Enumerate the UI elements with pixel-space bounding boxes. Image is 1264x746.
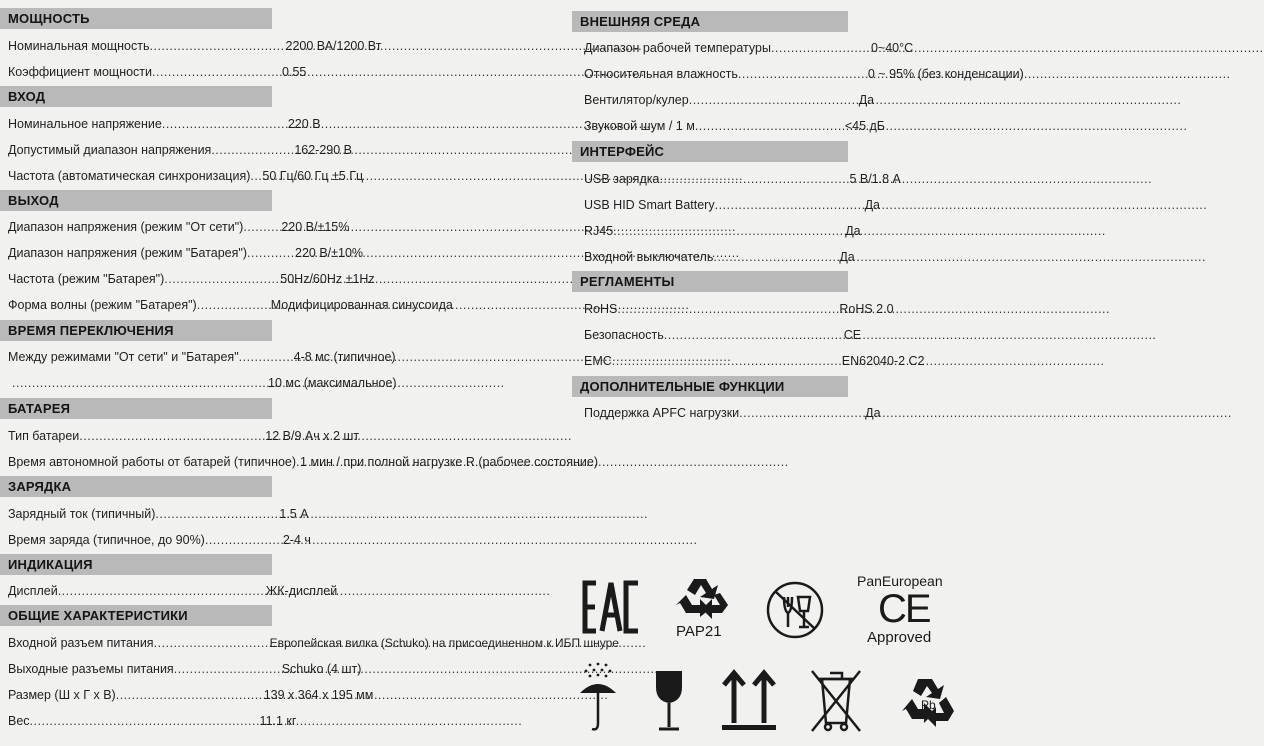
spec-row: Поддержка APFC нагрузки ..... Да: [584, 406, 881, 422]
spec-row: Зарядный ток (типичный) ..... 1.5 А: [8, 507, 309, 523]
recycle-icon: [672, 575, 734, 621]
spec-row: Размер (Ш х Г х В) ..... 139 х 364 х 195 мм: [8, 688, 373, 704]
section-header-switch-time: ВРЕМЯ ПЕРЕКЛЮЧЕНИЯ: [0, 320, 272, 341]
spec-row: ..... 10 мс (максимальное): [12, 376, 397, 392]
section-header-regulations: РЕГЛАМЕНТЫ: [572, 271, 848, 292]
section-header-input: ВХОД: [0, 86, 272, 107]
section-header-indication: ИНДИКАЦИЯ: [0, 554, 272, 575]
spec-row: USB зарядка ..... 5 В/1.8 А: [584, 172, 901, 188]
spec-row: Частота (автоматическая синхронизация) ..... 50 Гц/60 Гц ±5 Гц: [8, 169, 363, 185]
spec-row: Допустимый диапазон напряжения ..... 162-290 В: [8, 143, 352, 159]
spec-row: Номинальная мощность ..... 2200 ВА/1200 Вт: [8, 39, 381, 55]
recycle-code: PAP21: [676, 623, 722, 640]
ce-mark-icon: CE: [878, 587, 930, 631]
certification-marks: [570, 565, 1000, 746]
spec-row: Выходные разъемы питания ..... Schuko (4 шт): [8, 662, 361, 678]
keep-dry-icon: [578, 661, 618, 735]
ce-top-label: PanEuropean: [857, 573, 943, 589]
spec-row: RJ45 ..... Да: [584, 224, 861, 240]
ce-bottom-label: Approved: [867, 629, 932, 646]
spec-row: Коэффициент мощности ..... 0.55: [8, 65, 306, 81]
section-header-battery: БАТАРЕЯ: [0, 398, 272, 419]
this-way-up-icon: [720, 669, 778, 731]
spec-row: USB HID Smart Battery ..... Да: [584, 198, 880, 214]
spec-row: Номинальное напряжение ..... 220 В: [8, 117, 321, 133]
spec-row: Дисплей ..... ЖК-дисплей: [8, 584, 337, 600]
spec-row: Диапазон напряжения (режим "Батарея") ..... 220 В/±10%: [8, 246, 363, 262]
spec-row: Время заряда (типичное, до 90%) ..... 2-4 ч: [8, 533, 311, 549]
spec-row: Входной выключатель ..... Да: [584, 250, 855, 266]
section-header-power: МОЩНОСТЬ: [0, 8, 272, 29]
section-header-interface: ИНТЕРФЕЙС: [572, 141, 848, 162]
spec-row: Между режимами "От сети" и "Батарея" ..... 4-8 мс (типичное): [8, 350, 396, 366]
spec-row: Звуковой шум / 1 м ..... <45 дБ: [584, 119, 885, 135]
spec-row: Безопасность ..... CE: [584, 328, 861, 344]
spec-row: Частота (режим "Батарея") ..... 50Hz/60Hz ±1Hz: [8, 272, 375, 288]
spec-row: EMC ..... EN62040-2 C2: [584, 354, 924, 370]
pb-label: Pb: [921, 698, 936, 712]
fragile-icon: [654, 669, 684, 733]
spec-row: Вес ..... 11.1 кг: [8, 714, 296, 730]
spec-row: Вентилятор/кулер ..... Да: [584, 93, 874, 109]
section-header-charging: ЗАРЯДКА: [0, 476, 272, 497]
section-header-extra-functions: ДОПОЛНИТЕЛЬНЫЕ ФУНКЦИИ: [572, 376, 848, 397]
spec-row: Форма волны (режим "Батарея") ..... Модифицированная синусоида: [8, 298, 453, 314]
spec-row: Входной разъем питания ..... Европейская вилка (Schuko) на присоединенном к ИБП шнуре: [8, 636, 619, 652]
section-header-general: ОБЩИЕ ХАРАКТЕРИСТИКИ: [0, 605, 272, 626]
spec-row: Диапазон рабочей температуры ..... 0~40°С: [584, 41, 913, 57]
eac-mark-icon: [582, 577, 640, 637]
section-header-environment: ВНЕШНЯЯ СРЕДА: [572, 11, 848, 32]
spec-row: Относительная влажность ..... 0 ~ 95% (без конденсации): [584, 67, 1024, 83]
section-header-output: ВЫХОД: [0, 190, 272, 211]
spec-row: RoHS ..... RoHS 2.0: [584, 302, 894, 318]
spec-row: Диапазон напряжения (режим "От сети") ..... 220 В/±15%: [8, 220, 349, 236]
spec-row: Тип батареи ..... 12 В/9 Ач х 2 шт: [8, 429, 359, 445]
not-food-safe-icon: [764, 581, 826, 639]
spec-row: Время автономной работы от батарей (типичное) ..... 1 мин / при полной нагрузке R (рабочее состояние): [8, 455, 598, 471]
weee-bin-icon: [808, 667, 864, 735]
